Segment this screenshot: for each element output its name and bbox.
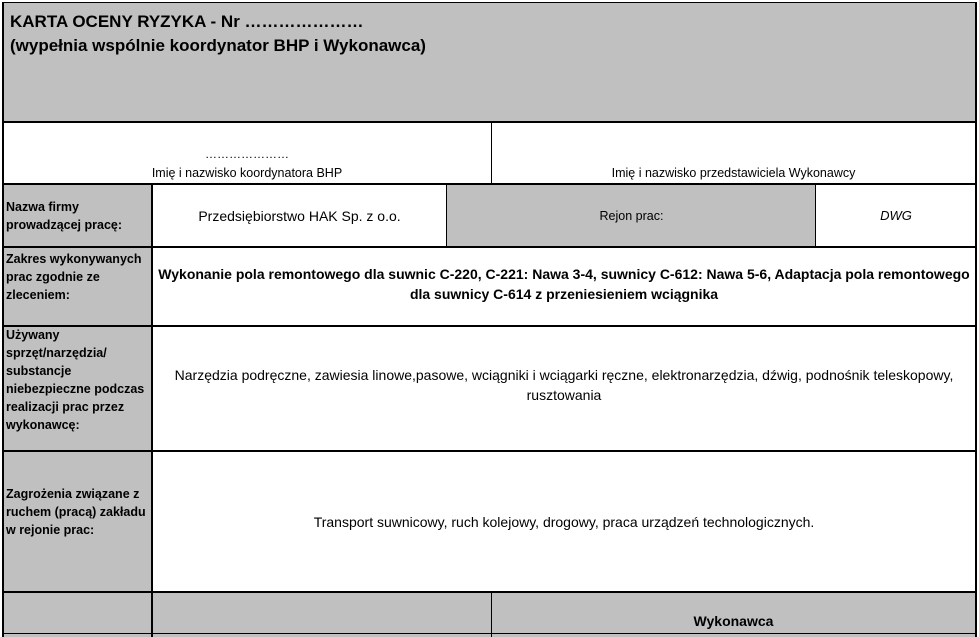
equipment-value: Narzędzia podręczne, zawiesia linowe,pasowe, wciągniki i wciągarki ręczne, elektronarzędzia, dźwig, podnośnik teleskopowy, rusztowania: [174, 366, 954, 403]
hazards-value-cell: [152, 451, 976, 592]
column-divider: [491, 122, 492, 184]
company-label-cell: [3, 184, 152, 247]
scope-value-cell: [152, 247, 976, 326]
row-divider: [2, 450, 977, 452]
bottom-coordinator-cell: [152, 592, 491, 637]
company-name-value: Przedsiębiorstwo HAK Sp. z o.o.: [198, 207, 401, 224]
equipment-label: Używany sprzęt/narzędzia/ substancje niebezpieczne podczas realizacji prac przez wykonawcę:: [6, 328, 145, 432]
company-value-cell: [152, 184, 447, 247]
coordinator-signature-cell: [3, 122, 491, 184]
contractor-name-caption: Imię i nazwisko przedstawiciela Wykonawcy: [611, 166, 856, 180]
region-value: DWG: [880, 208, 912, 223]
form-header: [3, 3, 976, 122]
table-border-right: [975, 2, 977, 637]
row-divider: [2, 121, 977, 123]
table-border-top: [2, 2, 977, 3]
scope-label: Zakres wykonywanych prac zgodnie ze zleceniem:: [6, 252, 142, 302]
equipment-label-cell: [3, 326, 152, 451]
equipment-value-cell: [152, 326, 976, 451]
form-title-line-2: (wypełnia wspólnie koordynator BHP i Wykonawca): [10, 36, 426, 55]
table-border-left: [2, 2, 4, 637]
row-divider: [2, 325, 977, 327]
row-divider: [2, 633, 977, 634]
hazards-label: Zagrożenia związane z ruchem (pracą) zakładu w rejonie prac:: [6, 487, 146, 537]
company-label: Nazwa firmy prowadzącej pracę:: [6, 200, 123, 232]
column-divider: [815, 184, 816, 247]
coordinator-name-caption: Imię i nazwisko koordynatora BHP: [151, 166, 343, 180]
contractor-signature-cell: [491, 122, 976, 184]
row-divider: [2, 591, 977, 593]
coordinator-signature-line: …………………: [205, 147, 289, 161]
hazards-value: Transport suwnicowy, ruch kolejowy, drogowy, praca urządzeń technologicznych.: [313, 513, 815, 530]
region-value-cell: [816, 184, 976, 247]
region-label: Rejon prac:: [599, 208, 664, 223]
region-label-cell: [447, 184, 816, 247]
bottom-label-cell: [3, 592, 152, 637]
form-title: [10, 10, 426, 58]
column-divider: [491, 592, 492, 637]
contractor-column-header: Wykonawca: [693, 613, 774, 629]
bottom-contractor-cell: [491, 592, 976, 637]
scope-value: Wykonanie pola remontowego dla suwnic C-220, C-221: Nawa 3-4, suwnicy C-612: Nawa 5-6, Adaptacja pola remontowego dla suwnicy C-614 z przeniesieniem wciągnika: [158, 265, 970, 302]
hazards-label-cell: [3, 451, 152, 592]
column-divider: [151, 184, 153, 637]
column-divider: [446, 184, 447, 247]
row-divider: [2, 246, 977, 248]
row-divider: [2, 183, 977, 185]
scope-label-cell: [3, 247, 152, 326]
form-title-line-1: KARTA OCENY RYZYKA - Nr …………………: [10, 12, 364, 31]
